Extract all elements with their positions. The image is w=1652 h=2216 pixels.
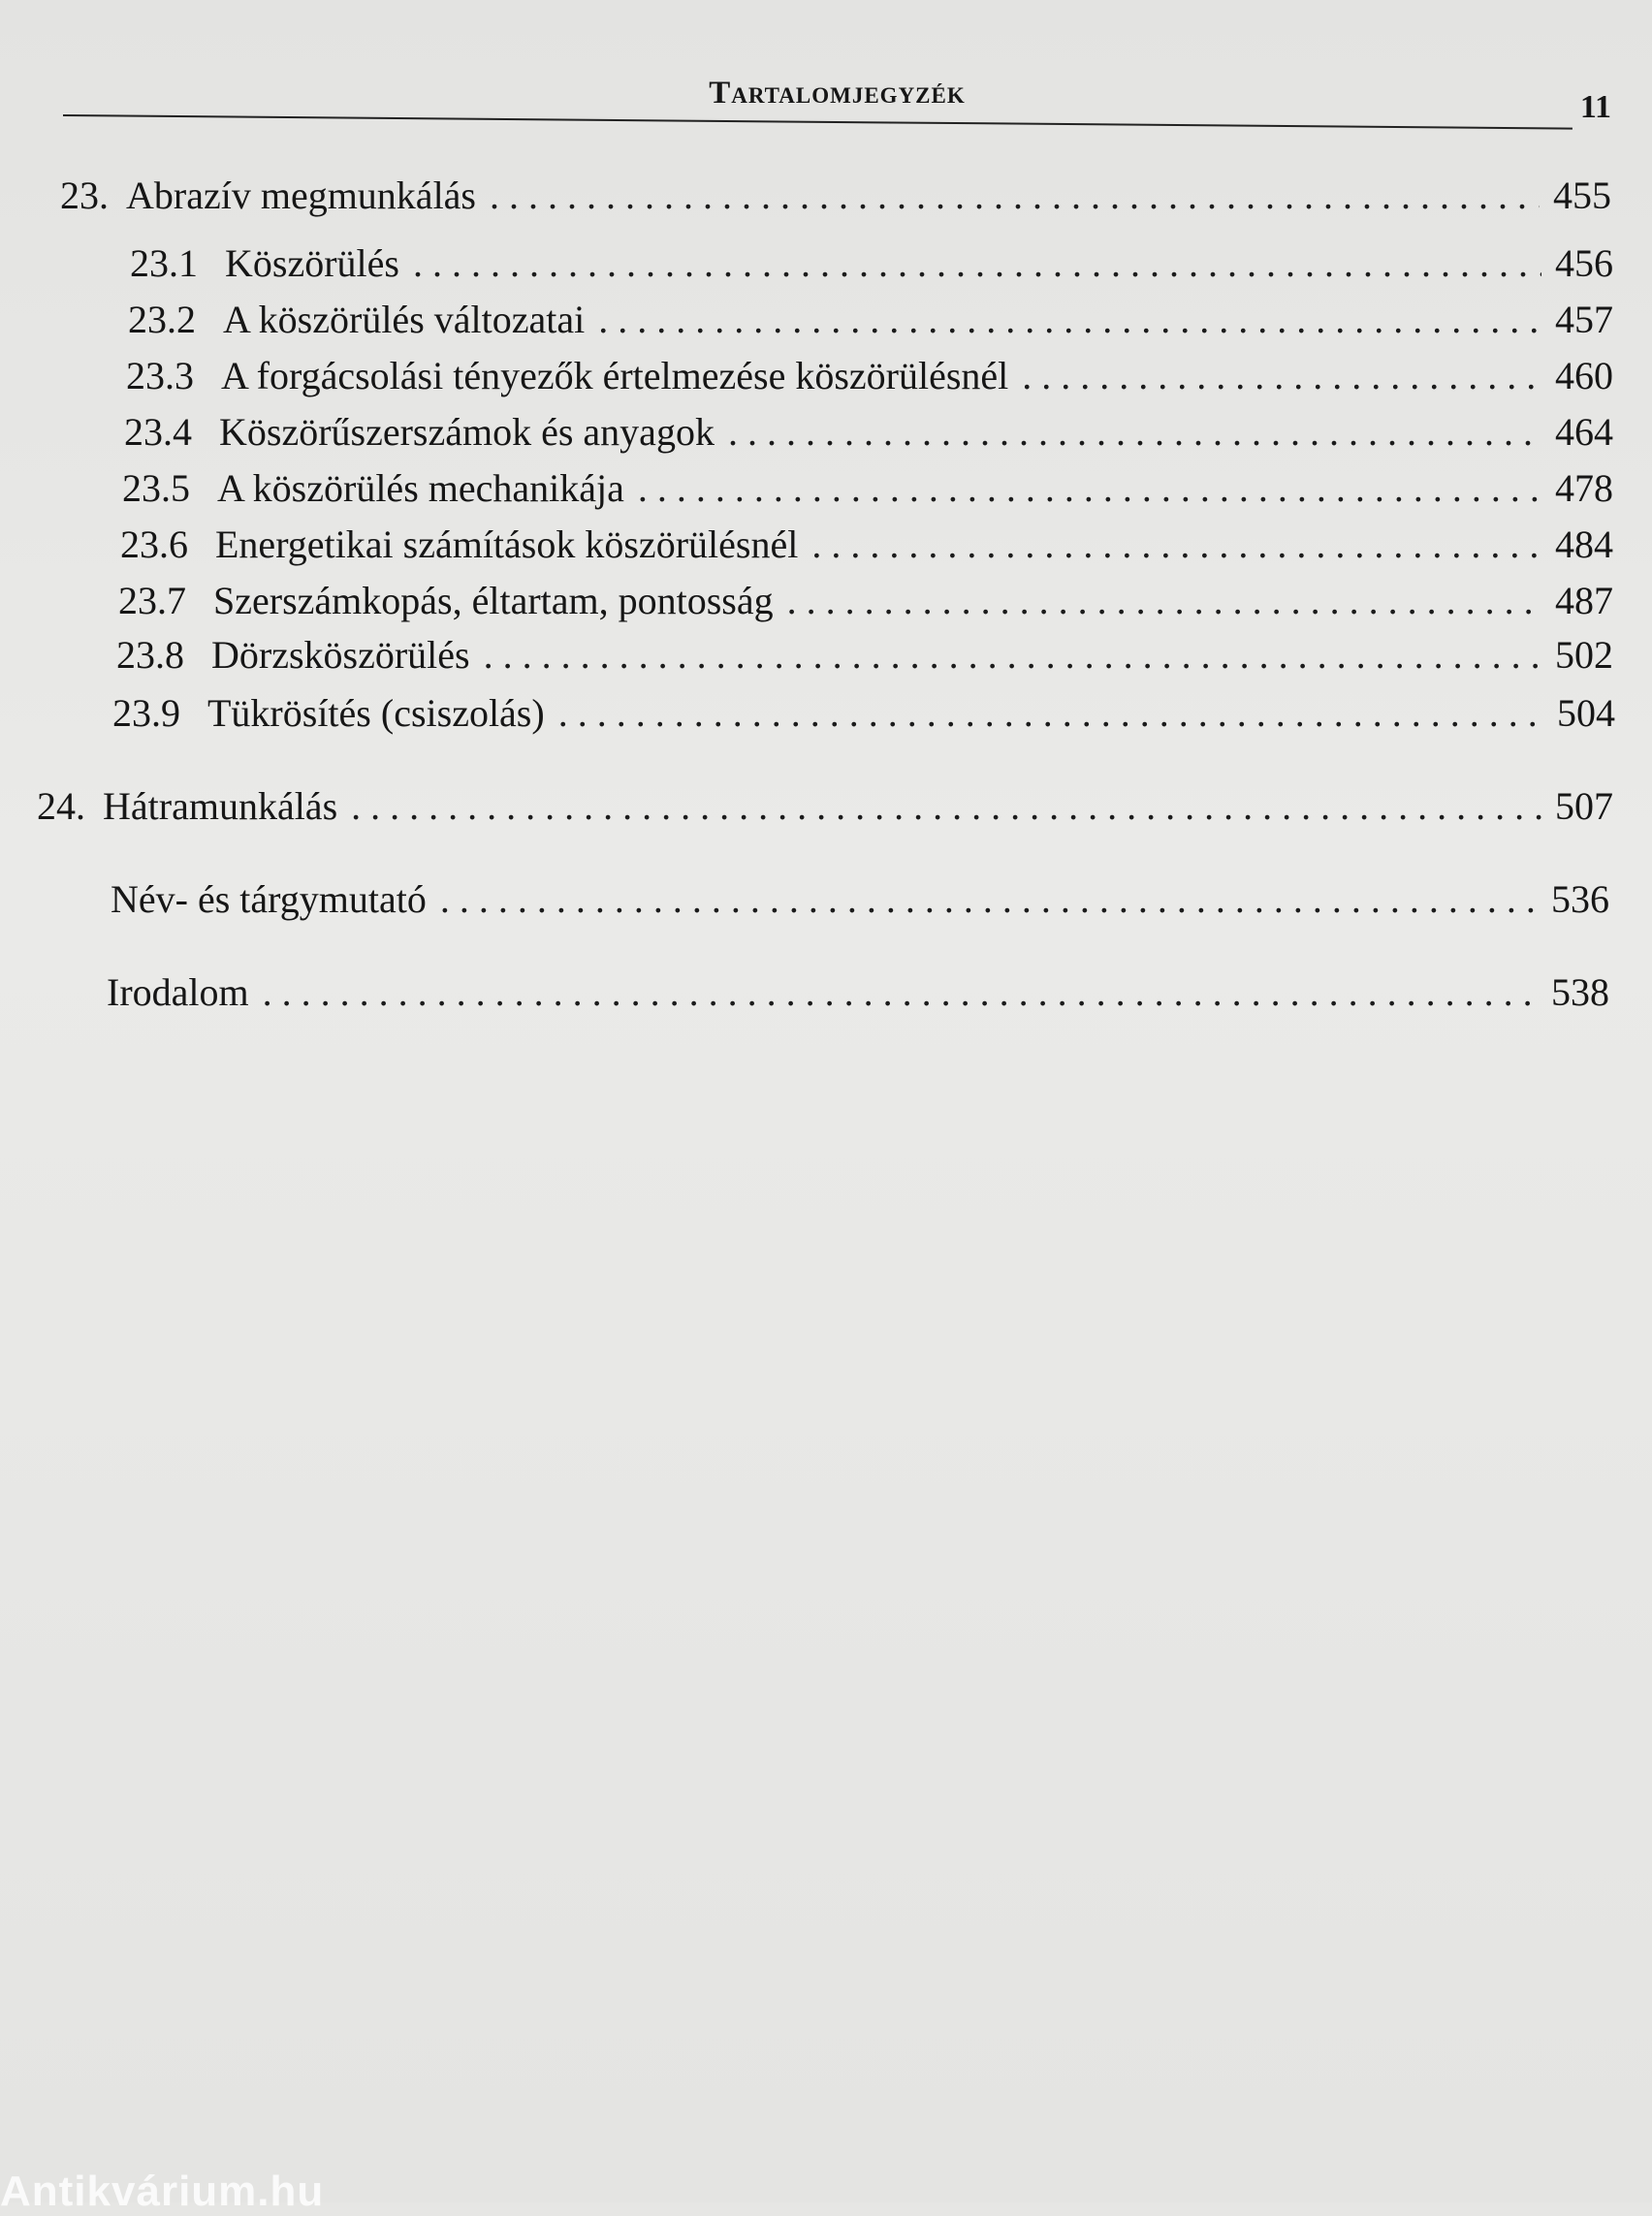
toc-entry-section[interactable] [116, 632, 1613, 679]
header-title: Tartalomjegyzék [709, 76, 966, 111]
toc-entry-chapter-23[interactable] [60, 173, 1611, 219]
entry-label: Köszörülés [225, 241, 399, 285]
toc-entry-section[interactable] [126, 353, 1613, 399]
dot-leader [484, 632, 1541, 679]
entry-page: 536 [1551, 877, 1609, 921]
entry-label: A köszörülés változatai [223, 298, 586, 341]
entry-page: 478 [1555, 466, 1613, 510]
entry-label: Energetikai számítások köszörülésnél [215, 522, 799, 566]
toc-entry-section[interactable] [124, 409, 1613, 456]
dot-leader [598, 297, 1541, 343]
entry-label: Név- és tárgymutató [111, 877, 427, 921]
toc-entry-section[interactable] [122, 465, 1613, 512]
dot-leader [811, 522, 1541, 568]
dot-leader [263, 969, 1538, 1016]
toc-entry-section[interactable] [112, 690, 1615, 737]
entry-number: 23.2 [128, 298, 196, 341]
toc-entry-index[interactable] [111, 876, 1609, 923]
entry-number: 23.9 [112, 691, 180, 735]
toc-entry-references[interactable] [107, 969, 1609, 1016]
dot-leader [490, 173, 1540, 219]
entry-number: 23.4 [124, 410, 192, 454]
entry-page: 464 [1555, 410, 1613, 454]
dot-leader [558, 690, 1543, 737]
entry-page: 538 [1551, 970, 1609, 1014]
entry-page: 504 [1557, 691, 1615, 735]
entry-label: A forgácsolási tényezők értelmezése köszörülésnél [221, 354, 1009, 397]
entry-page: 507 [1555, 784, 1613, 828]
entry-page: 487 [1555, 579, 1613, 622]
entry-page: 502 [1555, 633, 1613, 677]
dot-leader [351, 783, 1541, 830]
entry-label: Szerszámkopás, éltartam, pontosság [213, 579, 774, 622]
entry-label: Dörzsköszörülés [211, 633, 470, 677]
entry-page: 457 [1555, 298, 1613, 341]
toc-entry-section[interactable] [128, 297, 1613, 343]
entry-label: Tükrösítés (csiszolás) [207, 691, 545, 735]
entry-page: 456 [1555, 241, 1613, 285]
entry-number: 23.3 [126, 354, 194, 397]
dot-leader [638, 465, 1541, 512]
entry-page: 460 [1555, 354, 1613, 397]
entry-label: Abrazív megmunkálás [126, 174, 476, 217]
entry-number: 23.7 [118, 579, 186, 622]
entry-label: Hátramunkálás [103, 784, 338, 828]
watermark-text: Antikvárium.hu [0, 2168, 325, 2215]
entry-number: 23. [60, 174, 109, 217]
entry-number: 23.5 [122, 466, 190, 510]
toc-entry-section[interactable] [120, 522, 1613, 568]
entry-label: A köszörülés mechanikája [217, 466, 624, 510]
header-rule [63, 114, 1573, 130]
dot-leader [787, 578, 1541, 624]
toc-entry-chapter-24[interactable] [37, 783, 1613, 830]
entry-label: Irodalom [107, 970, 249, 1014]
dot-leader [728, 409, 1541, 456]
toc-entry-section[interactable] [130, 240, 1613, 287]
entry-number: 23.8 [116, 633, 184, 677]
page-header [63, 70, 1611, 138]
entry-number: 23.6 [120, 522, 188, 566]
entry-page: 484 [1555, 522, 1613, 566]
dot-leader [1022, 353, 1541, 399]
entry-number: 24. [37, 784, 85, 828]
dot-leader [413, 240, 1541, 287]
entry-label: Köszörűszerszámok és anyagok [219, 410, 715, 454]
dot-leader [440, 876, 1538, 923]
page-number: 11 [1579, 89, 1611, 125]
toc-entry-section[interactable] [118, 578, 1613, 624]
entry-page: 455 [1553, 174, 1611, 217]
entry-number: 23.1 [130, 241, 198, 285]
